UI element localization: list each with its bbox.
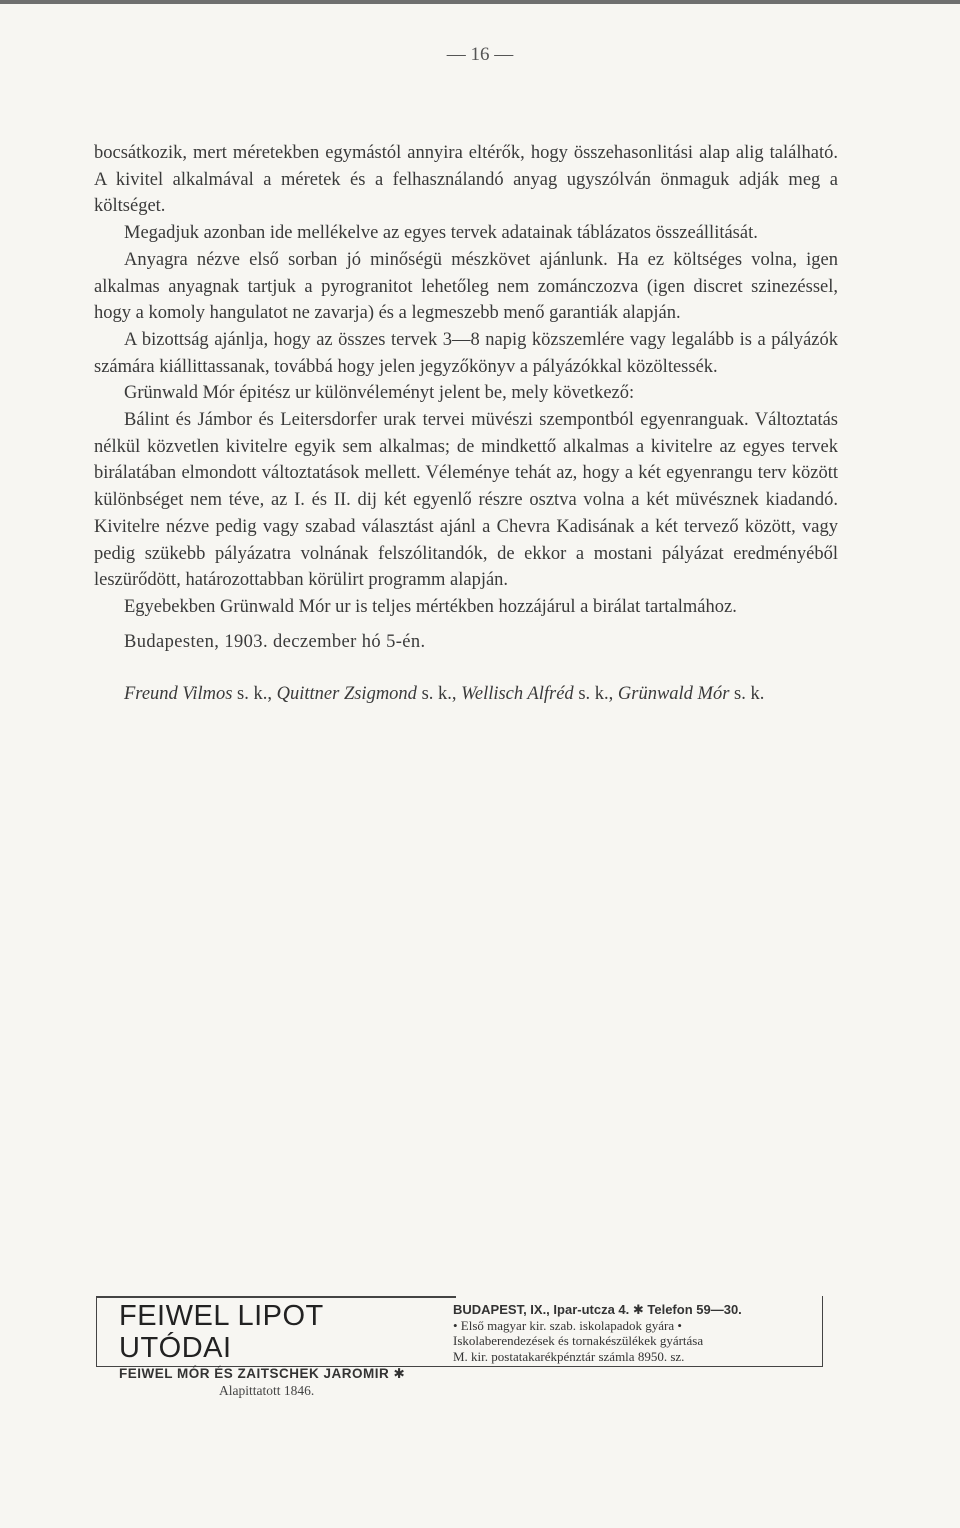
date-line: Budapesten, 1903. deczember hó 5-én.: [124, 631, 426, 652]
body-text: [94, 140, 838, 708]
advert-line: • Első magyar kir. szab. iskolapadok gyára •: [453, 1317, 682, 1333]
top-border-rule: [0, 0, 960, 4]
signature-name: Freund Vilmos: [124, 684, 233, 705]
paragraph: Egyebekben Grünwald Mór ur is teljes mértékben hozzájárul a birálat tartalmához.: [124, 596, 737, 617]
advert-subtitle: FEIWEL MÓR ÉS ZAITSCHEK JAROMIR ✱: [119, 1366, 406, 1381]
advert-company-block: [119, 1300, 439, 1399]
signature-name: Wellisch Alfréd: [461, 684, 574, 705]
paragraph: bocsátkozik, mert méretekben egymástól annyira eltérők, hogy összehasonlitási alap alig található. A kivitel alkalmával a méretek és a felhasználandó anyag ugyszólván önmaguk adják meg a költséget.: [94, 143, 838, 217]
advert-company-name: FEIWEL LIPOT UTÓDAI: [119, 1300, 324, 1364]
advert-address-line: BUDAPEST, IX., Ipar-utcza 4. ✱ Telefon 59—30.: [453, 1302, 742, 1317]
advert-line: M. kir. postatakarékpénztár számla 8950. sz.: [453, 1348, 685, 1364]
advert-founded: Alapittatott 1846.: [219, 1383, 315, 1398]
advert-line: Iskolaberendezések és tornakészülékek gyártása: [453, 1333, 704, 1348]
signature-suffix: s. k.,: [573, 684, 618, 705]
advert-details: [453, 1302, 818, 1364]
signatures: [94, 681, 838, 708]
signature-suffix: s. k.,: [232, 684, 277, 705]
advertisement-box: [96, 1296, 823, 1398]
paragraph: Grünwald Mór épitész ur különvéleményt jelent be, mely következő:: [124, 383, 635, 404]
page-number: — 16 —: [446, 44, 514, 65]
signature-suffix: s. k.: [729, 684, 765, 705]
signature-suffix: s. k.,: [416, 684, 462, 705]
paragraph: A bizottság ajánlja, hogy az összes tervek 3—8 napig közszemlére vagy legalább is a pályázók számára kiállittassanak, továbbá hogy jelen jegyzőkönyv a pályázókkal közöltessék.: [94, 329, 838, 377]
signature-name: Grünwald Mór: [617, 684, 730, 705]
signature-name: Quittner Zsigmond: [276, 684, 417, 705]
paragraph: Megadjuk azonban ide mellékelve az egyes tervek adatainak táblázatos összeállitását.: [124, 223, 758, 244]
paragraph: Anyagra nézve első sorban jó minőségü mészkövet ajánlunk. Ha ez költséges volna, igen alkalmas anyagnak tartjuk a pyrogranitot lehetőleg nem zománczozva (igen discret szinezéssel, hogy a komoly hangulatot ne zavarja) és a legmeszebb menő garantiák alapján.: [94, 249, 838, 324]
paragraph: Bálint és Jámbor és Leitersdorfer urak tervei müvészi szempontból egyenranguak. Változtatás nélkül közvetlen kivitelre egyik sem alkalmas; de mindkettő alkalmas a kivitelre az egyes tervek birálatában elmondott változtatások mellett. Véleménye tehát az, hogy a két egyenrangu terv között különbséget nem téve, az I. és II. dij két egyenlő részre osztva volna a két müvésznek kiadandó. Kivitelre nézve pedig vagy szabad választást ajánl a Chevra Kadisának a két tervező között, vagy pedig szükebb pályázatra volnának felszólitandók, de ekkor a mostani pályázat eredményéből leszürődött, határozottabban körülirt programm alapján.: [94, 410, 838, 591]
